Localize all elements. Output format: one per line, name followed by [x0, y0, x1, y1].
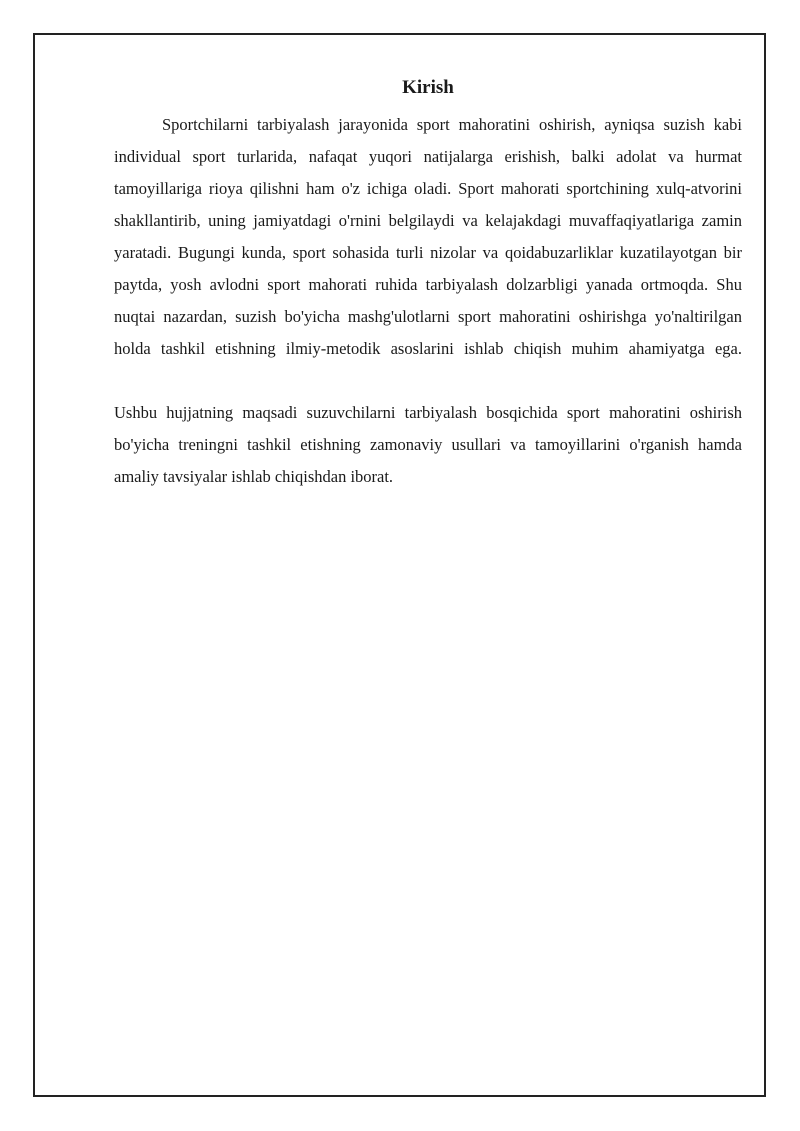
- document-body: [114, 109, 742, 493]
- section-heading: Kirish: [402, 77, 454, 98]
- paragraph-spacer: [114, 365, 742, 397]
- paragraph-purpose: Ushbu hujjatning maqsadi suzuvchilarni tarbiyalash bosqichida sport mahoratini oshirish bo'yicha treningni tashkil etishning zamonaviy usullari va tamoyillarini o'rganish hamda amaliy tavsiyalar ishlab chiqishdan iborat.: [114, 403, 742, 486]
- paragraph-introduction: Sportchilarni tarbiyalash jarayonida sport mahoratini oshirish, ayniqsa suzish kabi individual sport turlarida, nafaqat yuqori natijalarga erishish, balki adolat va hurmat tamoyillariga rioya qilishni ham o'z ichiga oladi. Sport mahorati sportchining xulq-atvorini shakllantirib, uning jamiyatdagi o'rnini belgilaydi va kelajakdagi muvaffaqiyatlariga zamin yaratadi. Bugungi kunda, sport sohasida turli nizolar va qoidabuzarliklar kuzatilayotgan bir paytda, yosh avlodni sport mahorati ruhida tarbiyalash dolzarbligi yanada ortmoqda. Shu nuqtai nazardan, suzish bo'yicha mashg'ulotlarni sport mahoratini oshirishga yo'naltirilgan holda tashkil etishning ilmiy-metodik asoslarini ishlab chiqish muhim ahamiyatga ega.: [114, 115, 742, 358]
